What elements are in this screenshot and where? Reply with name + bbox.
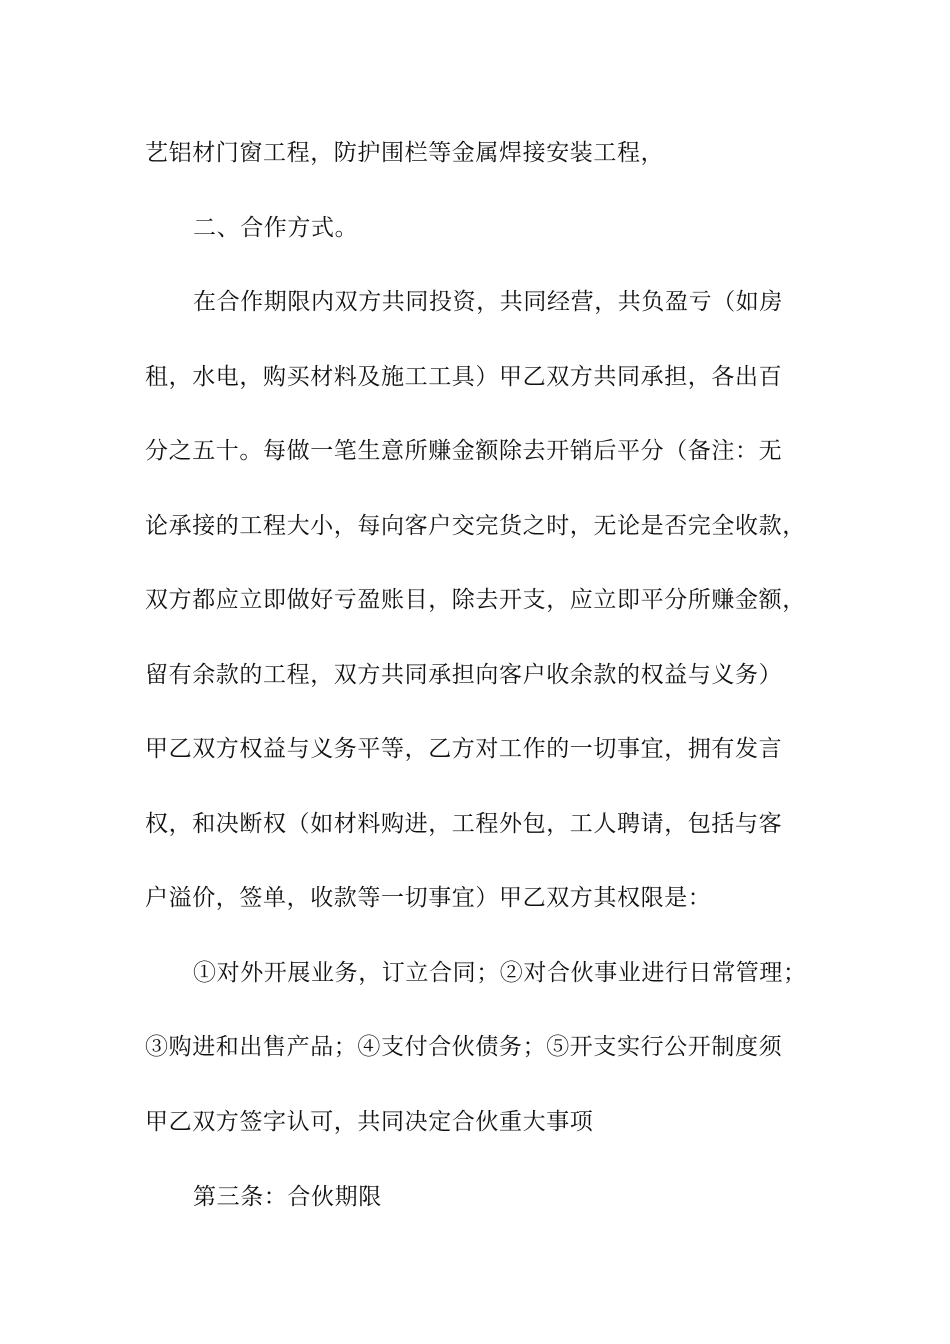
text-line-8: 留有余款的工程，双方共同承担向客户收余款的权益与义务）: [145, 662, 783, 688]
text-line-10: 权，和决断权（如材料购进，工程外包，工人聘请，包括与客: [145, 811, 783, 837]
text-line-11: 户溢价，签单，收款等一切事宜）甲乙双方其权限是：: [145, 885, 712, 911]
article-heading-partnership-term: 第三条：合伙期限: [193, 1184, 382, 1210]
text-line-5: 分之五十。每做一笔生意所赚金额除去开销后平分（备注：无: [145, 438, 783, 464]
text-line-14: 甲乙双方签字认可，共同决定合伙重大事项: [145, 1109, 594, 1135]
text-line-4: 租，水电，购买材料及施工工具）甲乙双方共同承担，各出百: [145, 364, 783, 390]
section-heading-cooperation-method: 二、合作方式。: [193, 215, 359, 241]
text-line-9: 甲乙双方权益与义务平等，乙方对工作的一切事宜，拥有发言: [145, 736, 783, 762]
text-line-1: 艺铝材门窗工程，防护围栏等金属焊接安装工程，: [145, 140, 665, 166]
text-line-3: 在合作期限内双方共同投资，共同经营，共负盈亏（如房: [193, 289, 783, 315]
text-line-7: 双方都应立即做好亏盈账目，除去开支，应立即平分所赚金额，: [145, 587, 806, 613]
text-line-13: ③购进和出售产品；④支付合伙债务；⑤开支实行公开制度须: [145, 1034, 783, 1060]
text-line-6: 论承接的工程大小，每向客户交完货之时，无论是否完全收款，: [145, 513, 806, 539]
text-line-12: ①对外开展业务，订立合同；②对合伙事业进行日常管理；: [193, 960, 807, 986]
